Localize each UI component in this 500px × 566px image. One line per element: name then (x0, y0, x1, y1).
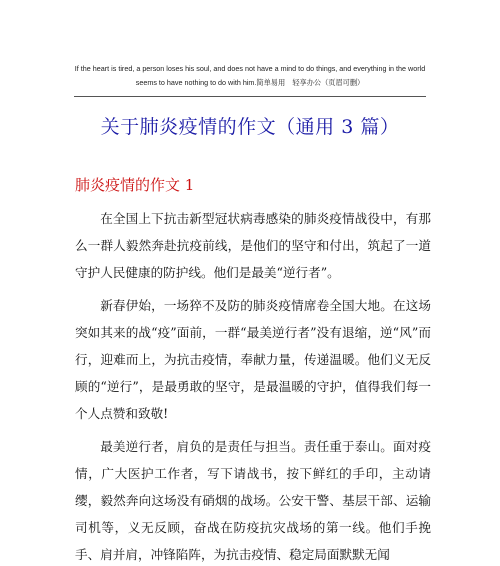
section-heading: 肺炎疫情的作文 1 (75, 176, 195, 194)
header-line-2: seems to have nothing to do with him.简单易用 轻享办公（页眉可删） (135, 78, 365, 87)
paragraph-1: 在全国上下抗击新型冠状病毒感染的肺炎疫情战役中，有那么一群人毅然奔赴抗疫前线，是他们的坚守和付出，筑起了一道守护人民健康的防护线。他们是最美“逆行者”。 (75, 211, 431, 280)
paragraph-2: 新春伊始，一场猝不及防的肺炎疫情席卷全国大地。在这场突如其来的战“疫”面前，一群“最美逆行者”没有退缩，逆“风”而行，迎难而上，为抗击疫情，奉献力量，传递温暖。他们义无反顾的“逆行”，是最勇敢的坚守，是最温暖的守护，值得我们每一个人点赞和致敬! (75, 298, 431, 421)
document-title: 关于肺炎疫情的作文（通用 3 篇） (100, 116, 400, 138)
page-header (60, 62, 440, 90)
header-line-1: If the heart is tired, a person loses his soul, and does not have a mind to do things, and everything in the world (74, 64, 426, 73)
paragraph-3: 最美逆行者，肩负的是责任与担当。责任重于泰山。面对疫情，广大医护工作者，写下请战书，按下鲜红的手印，主动请缨，毅然奔向这场没有硝烟的战场。公安干警、基层干部、运输司机等，义无反顾，奋战在防疫抗灾战场的第一线。他们手挽手、肩并肩，冲锋陷阵，为抗击疫情、稳定局面默默无闻 (75, 439, 431, 562)
header-divider (74, 96, 426, 97)
